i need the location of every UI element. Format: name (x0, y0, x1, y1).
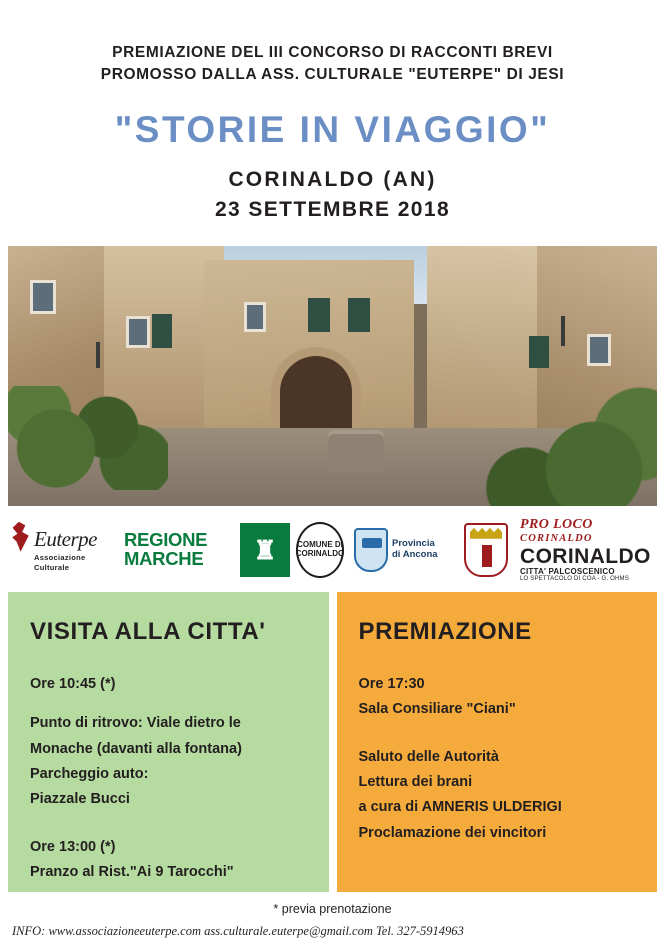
crown-icon (470, 528, 502, 539)
photo-shutter (348, 298, 370, 332)
crest-label: COMUNE DI CORINALDO (296, 522, 344, 578)
proloco-sub-2: LO SPETTACOLO DI COA - G. OHMS (520, 575, 629, 582)
photo-window (126, 316, 150, 348)
photo-corinaldo-alley (8, 246, 657, 506)
logo-euterpe (10, 520, 120, 580)
photo-window (587, 334, 611, 366)
provincia-line-1: Provincia (392, 537, 435, 549)
citta-shield-icon (464, 523, 508, 577)
panel-line: Saluto delle Autorità (358, 748, 499, 765)
photo-well (328, 430, 384, 472)
panel-line: Ore 13:00 (*) (30, 838, 116, 855)
panel-line: Piazzale Bucci (30, 791, 130, 808)
logo-citta-crest (464, 520, 516, 580)
panel-heading-premiazione: PREMIAZIONE (358, 617, 532, 645)
photo-shutter (152, 314, 172, 348)
euterpe-sub-2: Culturale (34, 563, 70, 573)
regione-line-2: MARCHE (124, 547, 204, 569)
footnote-prenotazione: * previa prenotazione (273, 901, 392, 916)
logo-regione-marche (124, 520, 236, 580)
contact-info: INFO: www.associazioneeuterpe.com ass.culturale.euterpe@gmail.com Tel. 327-5914963 (12, 923, 464, 938)
panel-line: Monache (davanti alla fontana) (30, 740, 242, 757)
event-location: CORINALDO (AN) (228, 167, 437, 191)
photo-plants-left (8, 386, 168, 490)
castle-icon: ♜ (253, 534, 277, 565)
page-title: "STORIE IN VIAGGIO" (114, 108, 551, 150)
program-panels (0, 592, 665, 892)
panel-visita-alla-citta (8, 592, 329, 892)
tower-icon (482, 545, 492, 567)
sponsor-logo-strip (0, 506, 665, 592)
logo-pro-loco-corinaldo (520, 516, 665, 582)
panel-line: Ore 17:30 (358, 675, 425, 692)
panel-premiazione (337, 592, 658, 892)
panel-line: Ore 10:45 (*) (30, 675, 116, 692)
photo-lamp (96, 342, 100, 368)
photo-window (30, 280, 56, 314)
panel-line: Pranzo al Rist."Ai 9 Tarocchi" (30, 864, 234, 881)
photo-window (244, 302, 266, 332)
proloco-city: CORINALDO (520, 544, 651, 568)
regione-line-1: REGIONE (124, 528, 208, 550)
logo-provincia-ancona (354, 520, 460, 580)
panel-heading-visita: VISITA ALLA CITTA' (30, 617, 266, 645)
proloco-top: PRO LOCO (520, 516, 593, 532)
photo-plants-right (447, 386, 657, 506)
panel-line: Parcheggio auto: (30, 765, 149, 782)
panel-line: Lettura dei brani (358, 773, 473, 790)
logo-comune-square (240, 520, 292, 580)
header-line-1: PREMIAZIONE DEL III CONCORSO DI RACCONTI BREVI (112, 44, 553, 61)
provincia-shield-icon (354, 528, 388, 572)
euterpe-sub-1: Associazione (34, 553, 86, 563)
panel-line: Sala Consiliare "Ciani" (358, 701, 516, 718)
panel-line: a cura di AMNERIS ULDERIGI (358, 799, 562, 816)
proloco-mid: CORINALDO (520, 532, 593, 544)
panel-line: Proclamazione dei vincitori (358, 824, 547, 841)
panel-line: Punto di ritrovo: Viale dietro le (30, 715, 241, 732)
photo-shutter (529, 336, 549, 368)
photo-lamp (561, 316, 565, 346)
euterpe-wordmark: Euterpe (34, 527, 97, 552)
header-line-2: PROMOSSO DALLA ASS. CULTURALE "EUTERPE" DI JESI (100, 66, 565, 84)
photo-shutter (308, 298, 330, 332)
poster-header (0, 0, 665, 222)
logo-comune-crest (296, 520, 350, 580)
proloco-sub-1: CITTA' PALCOSCENICO (520, 566, 615, 576)
event-date: 23 SETTEMBRE 2018 (214, 197, 451, 221)
provincia-line-2: di Ancona (392, 548, 438, 560)
